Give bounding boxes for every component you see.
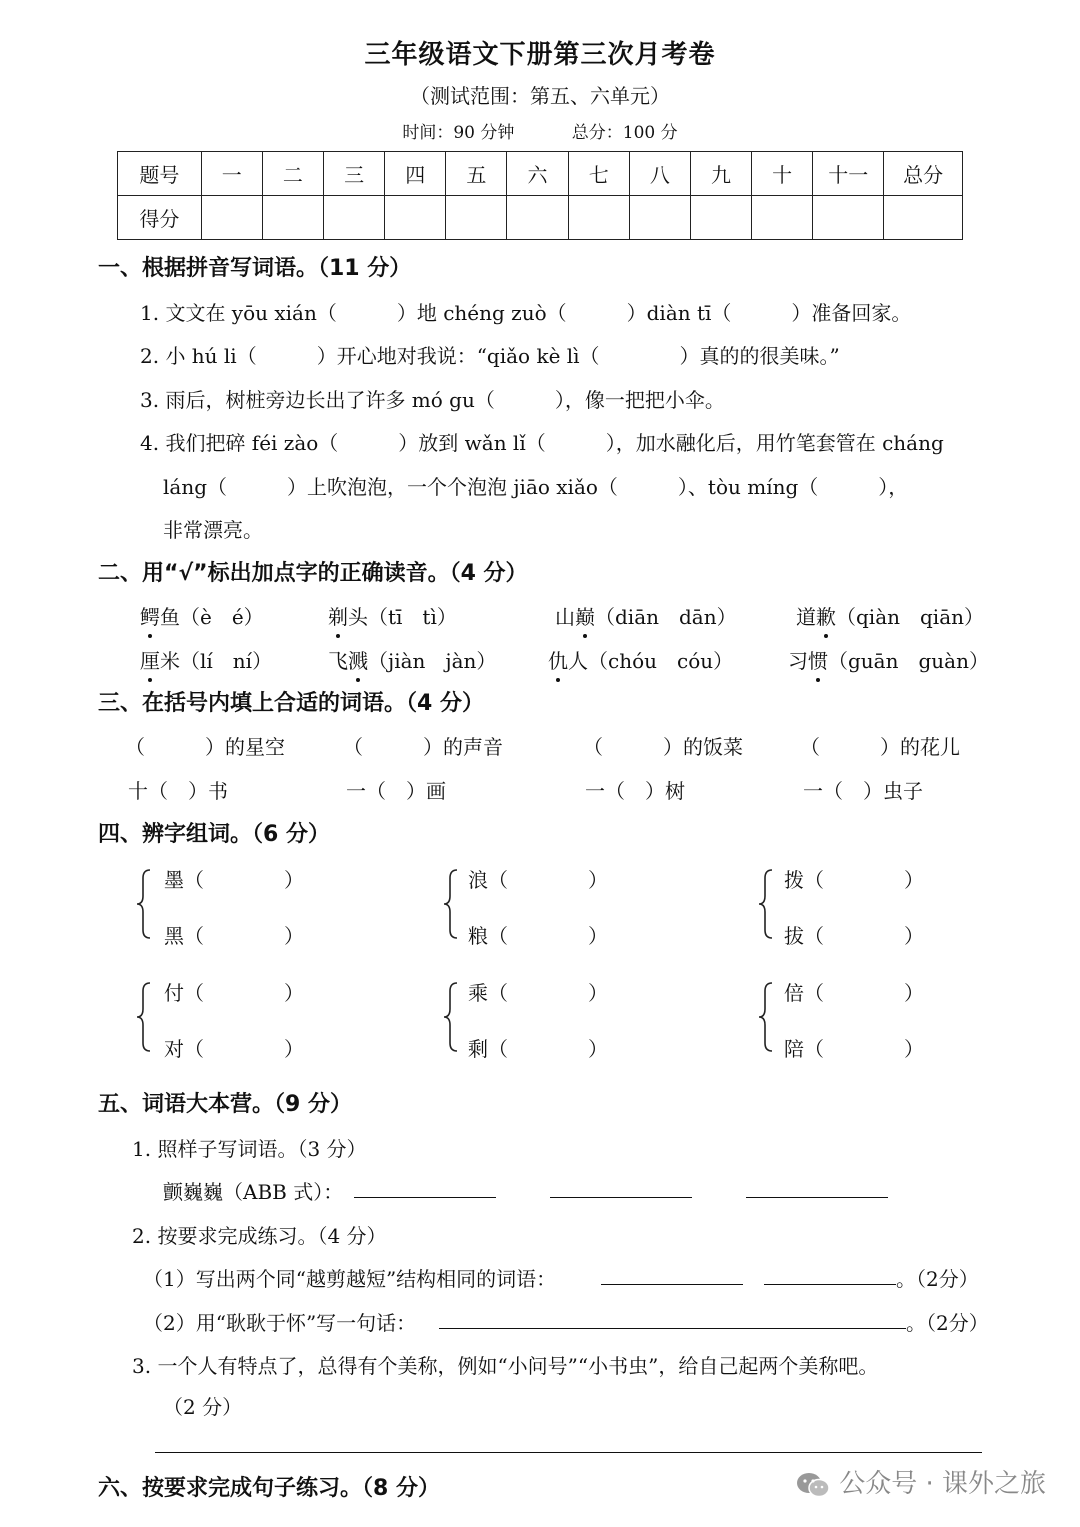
word-pair-item: 对（ ） xyxy=(164,1037,304,1061)
dotted-char: 巅 xyxy=(575,601,595,630)
example-text: 颤巍巍（ABB 式）： xyxy=(163,1180,344,1204)
fill-item: （ ）的声音 xyxy=(343,735,503,759)
answer-blank[interactable] xyxy=(550,1197,692,1198)
word-pair-item: 粮（ ） xyxy=(468,924,608,948)
pinyin-choices: 米（lí ní） xyxy=(160,649,273,673)
dotted-char: 厘 xyxy=(140,645,160,674)
score-table-header-row xyxy=(118,152,963,196)
brace-icon xyxy=(758,868,774,940)
section-4-heading: 四、辨字组词。（6 分） xyxy=(98,822,330,847)
score-entry-cell[interactable] xyxy=(201,196,262,240)
section-1-heading: 一、根据拼音写词语。（11 分） xyxy=(98,256,412,281)
answer-blank[interactable] xyxy=(155,1452,982,1453)
pinyin-choices: 鱼（è é） xyxy=(160,605,264,629)
score-note: 。（2分） xyxy=(906,1311,989,1335)
pinyin-choices: （diān dān） xyxy=(595,605,737,629)
score-note: （2 分） xyxy=(163,1395,243,1419)
question-line: 4. 我们把碎 féi zào（ ）放到 wǎn lǐ（ ），加水融化后，用竹笔套管在 cháng xyxy=(140,431,944,455)
word-pair-item: 浪（ ） xyxy=(468,868,608,892)
score-entry-cell[interactable] xyxy=(690,196,751,240)
dotted-char: 溅 xyxy=(348,645,368,674)
pinyin-item xyxy=(328,601,457,630)
section-2-heading: 二、用“√”标出加点字的正确读音。（4 分） xyxy=(98,561,528,586)
word-pair-item: 剩（ ） xyxy=(468,1037,608,1061)
table-cell: 五 xyxy=(446,152,507,196)
watermark xyxy=(795,1463,1046,1500)
pinyin-choices: （guān guàn） xyxy=(828,649,989,673)
word-pair-item: 乘（ ） xyxy=(468,981,608,1005)
sub-question: 2. 按要求完成练习。（4 分） xyxy=(132,1224,387,1248)
pinyin-item xyxy=(796,601,984,630)
answer-blank[interactable] xyxy=(764,1284,896,1285)
plain-char: 飞 xyxy=(328,649,348,673)
table-cell: 总分 xyxy=(884,152,963,196)
brace-icon xyxy=(443,981,459,1053)
score-entry-cell[interactable] xyxy=(507,196,568,240)
table-cell: 六 xyxy=(507,152,568,196)
pinyin-item xyxy=(140,601,264,630)
fill-item: （ ）的饭菜 xyxy=(583,735,743,759)
word-pair-item: 倍（ ） xyxy=(784,981,924,1005)
pinyin-item xyxy=(328,645,496,674)
sub-question: 1. 照样子写词语。（3 分） xyxy=(132,1137,367,1161)
score-entry-cell[interactable] xyxy=(752,196,813,240)
score-entry-cell[interactable] xyxy=(629,196,690,240)
score-entry-cell[interactable] xyxy=(813,196,884,240)
score-entry-cell[interactable] xyxy=(446,196,507,240)
table-cell: 四 xyxy=(385,152,446,196)
table-cell: 八 xyxy=(629,152,690,196)
pinyin-item xyxy=(788,645,989,674)
pinyin-choices: （jiàn jàn） xyxy=(368,649,497,673)
brace-icon xyxy=(136,868,152,940)
answer-blank[interactable] xyxy=(354,1197,496,1198)
word-pair-item: 拨（ ） xyxy=(784,868,924,892)
table-cell: 九 xyxy=(690,152,751,196)
table-cell: 十 xyxy=(752,152,813,196)
table-cell: 得分 xyxy=(118,196,202,240)
plain-char: 山 xyxy=(555,605,575,629)
exam-info xyxy=(0,118,1080,143)
pinyin-item xyxy=(555,601,737,630)
question-line: （1）写出两个同“越剪越短”结构相同的词语： xyxy=(143,1267,557,1291)
dotted-char: 鳄 xyxy=(140,601,160,630)
section-6-heading: 六、按要求完成句子练习。（8 分） xyxy=(98,1476,440,1501)
pinyin-item xyxy=(548,645,733,674)
fill-item: 一（ ）画 xyxy=(346,779,446,803)
fill-item: 十（ ）书 xyxy=(128,779,228,803)
word-pair-item: 墨（ ） xyxy=(164,868,304,892)
table-cell: 题号 xyxy=(118,152,202,196)
score-entry-cell[interactable] xyxy=(568,196,629,240)
exam-total: 总分：100 分 xyxy=(571,123,678,143)
score-entry-cell[interactable] xyxy=(884,196,963,240)
wechat-icon xyxy=(795,1471,831,1499)
table-cell: 三 xyxy=(323,152,384,196)
brace-icon xyxy=(443,868,459,940)
question-line: láng（ ）上吹泡泡，一个个泡泡 jiāo xiǎo（ ）、tòu míng（ ）， xyxy=(163,475,909,499)
score-note: 。（2分） xyxy=(896,1267,979,1291)
watermark-text: 公众号 · 课外之旅 xyxy=(839,1469,1046,1499)
word-pair-item: 付（ ） xyxy=(164,981,304,1005)
score-table xyxy=(117,151,963,240)
dotted-char: 剃 xyxy=(328,601,348,630)
fill-item: 一（ ）虫子 xyxy=(803,779,923,803)
pinyin-choices: 人（chóu cóu） xyxy=(568,649,734,673)
section-5-heading: 五、词语大本营。（9 分） xyxy=(98,1092,352,1117)
answer-blank[interactable] xyxy=(601,1284,743,1285)
question-line: 2. 小 hú li（ ）开心地对我说：“qiǎo kè lì（ ）真的的很美味。” xyxy=(140,344,840,368)
section-3-heading: 三、在括号内填上合适的词语。（4 分） xyxy=(98,691,484,716)
fill-item: （ ）的花儿 xyxy=(800,735,960,759)
score-entry-cell[interactable] xyxy=(385,196,446,240)
dotted-char: 惯 xyxy=(808,645,828,674)
page-subtitle: （测试范围：第五、六单元） xyxy=(410,84,670,108)
word-pair-item: 拔（ ） xyxy=(784,924,924,948)
plain-char: 道 xyxy=(796,605,816,629)
table-cell: 七 xyxy=(568,152,629,196)
brace-icon xyxy=(758,981,774,1053)
sub-question: 3. 一个人有特点了，总得有个美称，例如“小问号”“小书虫”，给自己起两个美称吧。 xyxy=(132,1354,879,1378)
dotted-char: 仇 xyxy=(548,645,568,674)
fill-item: （ ）的星空 xyxy=(125,735,285,759)
pinyin-choices: 头（tī tì） xyxy=(348,605,457,629)
exam-time: 时间：90 分钟 xyxy=(402,123,515,143)
question-line: 1. 文文在 yōu xián（ ）地 chéng zuò（ ）diàn tī（ ）准备回家。 xyxy=(140,301,912,325)
example-line xyxy=(163,1176,343,1205)
answer-blank[interactable] xyxy=(439,1328,906,1329)
pinyin-item xyxy=(140,645,272,674)
brace-icon xyxy=(136,981,152,1053)
fill-item: 一（ ）树 xyxy=(585,779,685,803)
question-line: （2）用“耿耿于怀”写一句话： xyxy=(143,1311,417,1335)
score-entry-cell[interactable] xyxy=(323,196,384,240)
word-pair-item: 黑（ ） xyxy=(164,924,304,948)
table-cell: 一 xyxy=(201,152,262,196)
plain-char: 习 xyxy=(788,649,808,673)
score-entry-cell[interactable] xyxy=(262,196,323,240)
question-line: 非常漂亮。 xyxy=(163,518,263,542)
table-cell: 十一 xyxy=(813,152,884,196)
dotted-char: 歉 xyxy=(816,601,836,630)
table-cell: 二 xyxy=(262,152,323,196)
answer-blank[interactable] xyxy=(746,1197,888,1198)
pinyin-choices: （qiàn qiān） xyxy=(836,605,985,629)
question-line: 3. 雨后，树桩旁边长出了许多 mó gu（ ），像一把把小伞。 xyxy=(140,388,725,412)
page-title: 三年级语文下册第三次月考卷 xyxy=(364,40,716,70)
word-pair-item: 陪（ ） xyxy=(784,1037,924,1061)
score-table-score-row xyxy=(118,196,963,240)
